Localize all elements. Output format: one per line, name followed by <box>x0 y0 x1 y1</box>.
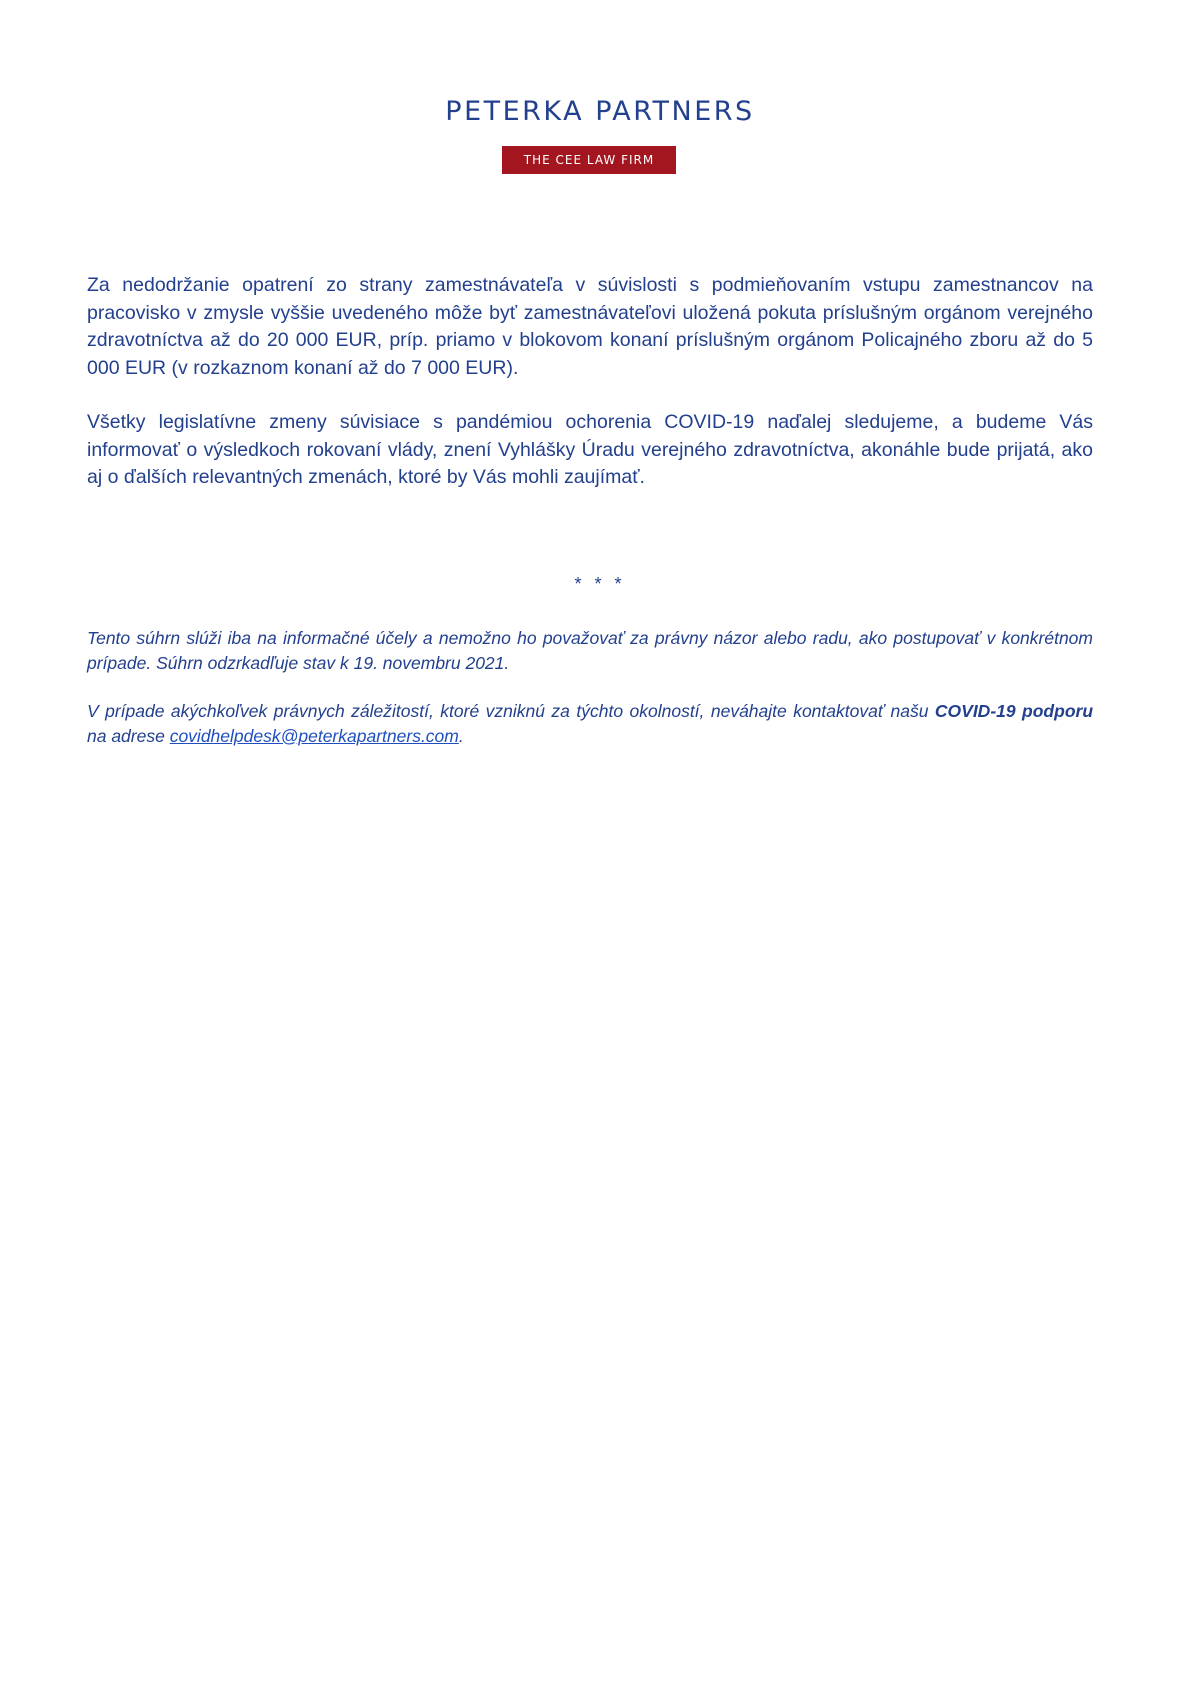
covid-support-label: COVID-19 podporu <box>934 701 1094 721</box>
contact-suffix: . <box>458 725 464 746</box>
contact-note <box>87 699 1103 748</box>
contact-middle: na adrese <box>87 701 1103 746</box>
firm-logo-name: PETERKA PARTNERS <box>445 96 755 127</box>
section-separator: * * * <box>574 574 626 594</box>
disclaimer-section <box>87 626 1103 748</box>
helpdesk-email-link[interactable]: covidhelpdesk@peterkapartners.com <box>169 725 459 746</box>
contact-prefix: V prípade akýchkoľvek právnych záležitostí, ktoré vzniknú za týchto okolností, neváhajte kontaktovať našu <box>87 701 935 721</box>
main-content <box>87 272 1093 492</box>
firm-logo-tagline: THE CEE LAW FIRM <box>502 146 676 174</box>
disclaimer-text: Tento súhrn slúži iba na informačné účely a nemožno ho považovať za právny názor alebo radu, ako postupovať v konkrétnom prípade. Súhrn odzrkadľuje stav k 19. novembru 2021. <box>87 628 1093 673</box>
paragraph-penalties: Za nedodržanie opatrení zo strany zamestnávateľa v súvislosti s podmieňovaním vstupu zamestnancov na pracovisko v zmysle vyššie uvedeného môže byť zamestnávateľovi uložená pokuta príslušným orgánom verejného zdravotníctva až do 20 000 EUR, príp. priamo v blokovom konaní príslušným orgánom Policajného zboru až do 5 000 EUR (v rozkaznom konaní až do 7 000 EUR). <box>87 274 1093 379</box>
paragraph-legislation-updates: Všetky legislatívne zmeny súvisiace s pandémiou ochorenia COVID-19 naďalej sledujeme, a budeme Vás informovať o výsledkoch rokovaní vlády, znení Vyhlášky Úradu verejného zdravotníctva, akonáhle bude prijatá, ako aj o ďalších relevantných zmenách, ktoré by Vás mohli zaujímať. <box>87 411 1093 488</box>
